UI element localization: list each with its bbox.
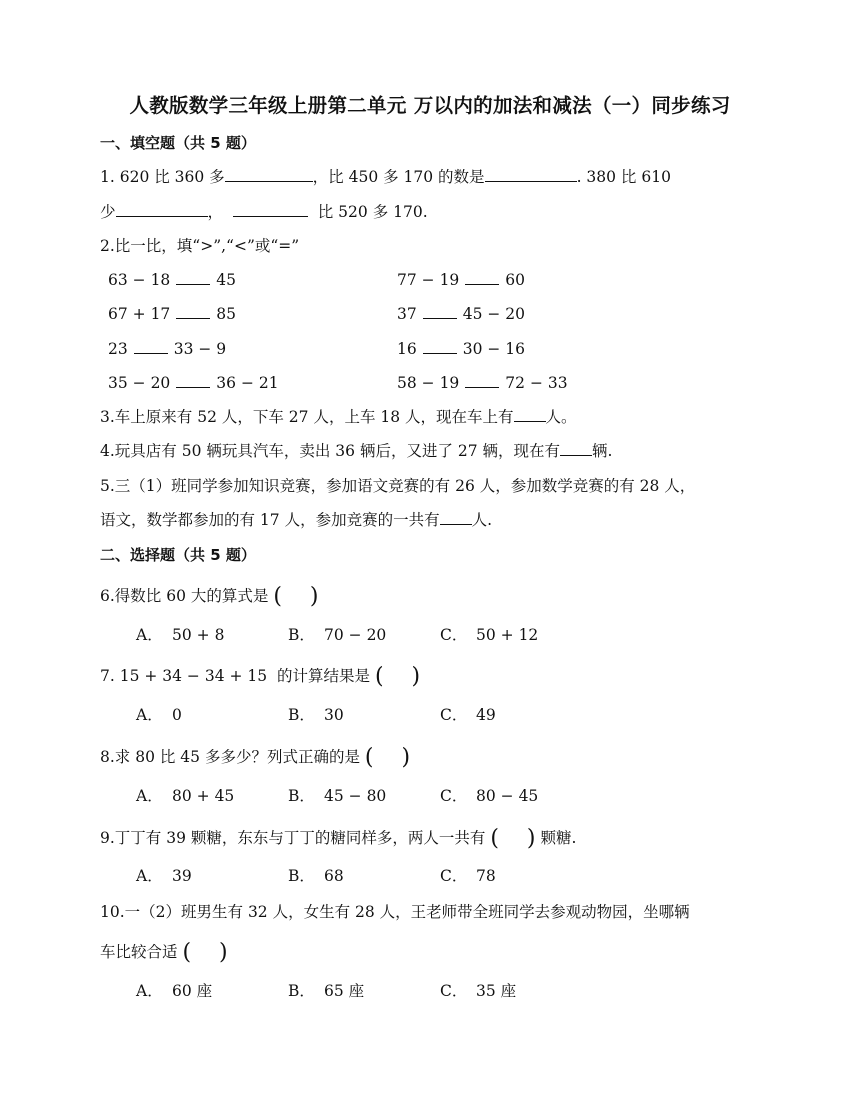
compare-left: 77 − 19 [397, 271, 460, 289]
option-a[interactable] [136, 980, 212, 1002]
compare-item [108, 269, 236, 291]
section-heading-fill: 一、填空题（共 5 题） [100, 134, 256, 152]
compare-right: 30 − 16 [462, 340, 526, 358]
option-text: 50 + 12 [476, 626, 539, 644]
q9-stem-text: 9.丁丁有 39 颗糖，东东与丁丁的糖同样多，两人一共有 [100, 829, 486, 847]
q3-text-a: 3.车上原来有 52 人，下车 27 人，上车 18 人，现在车上有 [100, 408, 514, 426]
option-b[interactable] [288, 624, 386, 646]
answer-paren-close: ) [526, 826, 536, 851]
question-4 [100, 440, 612, 462]
answer-blank[interactable] [233, 201, 308, 217]
compare-item [397, 372, 568, 394]
compare-item [108, 372, 279, 394]
option-text: 35 座 [476, 982, 517, 1000]
compare-item [397, 303, 525, 325]
option-text: 60 座 [172, 982, 213, 1000]
option-text: 0 [172, 706, 182, 724]
compare-item [397, 338, 525, 360]
option-letter: B． [288, 787, 315, 805]
option-c[interactable] [440, 704, 496, 726]
q4-text-b: 辆. [592, 442, 613, 460]
question-3 [100, 406, 577, 428]
question-5-line-1: 5.三（1）班同学参加知识竞赛，参加语文竞赛的有 26 人，参加数学竞赛的有 28 人， [100, 477, 696, 495]
option-c[interactable] [440, 865, 496, 887]
q7-stem-text: 的计算结果是 [277, 667, 371, 685]
question-10-line-1: 10.一（2）班男生有 32 人，女生有 28 人，王老师带全班同学去参观动物园，坐哪辆 [100, 903, 690, 921]
option-letter: B． [288, 626, 315, 644]
option-b[interactable] [288, 704, 344, 726]
compare-left: 16 [397, 340, 417, 358]
answer-blank[interactable] [560, 440, 592, 456]
answer-paren-close: ) [411, 664, 421, 689]
compare-right: 85 [216, 305, 237, 323]
q1-text-a: 1. 620 比 360 多 [100, 168, 225, 186]
question-9-stem [100, 826, 576, 849]
answer-paren-close: ) [309, 584, 319, 609]
option-letter: C． [440, 706, 468, 724]
compare-item [108, 338, 226, 360]
compare-right: 36 − 21 [216, 374, 279, 392]
answer-blank[interactable] [116, 201, 208, 217]
option-text: 39 [172, 867, 192, 885]
question-1-line-2 [100, 201, 428, 223]
question-8-stem [100, 745, 410, 768]
question-2-prompt: 2.比一比，填“>”,“<”或“=” [100, 237, 300, 255]
option-b[interactable] [288, 865, 344, 887]
page-title: 人教版数学三年级上册第二单元 万以内的加法和减法（一）同步练习 [129, 94, 731, 117]
answer-paren-open: ( [364, 745, 374, 770]
answer-paren-open: ( [182, 940, 192, 965]
option-c[interactable] [440, 980, 516, 1002]
q10-stem-text: 车比较合适 [100, 943, 178, 961]
q4-text-a: 4.玩具店有 50 辆玩具汽车，卖出 36 辆后，又进了 27 辆，现在有 [100, 442, 561, 460]
compare-right: 45 − 20 [462, 305, 526, 323]
compare-left: 67 + 17 [108, 305, 171, 323]
option-text: 80 + 45 [172, 787, 235, 805]
answer-paren-open: ( [273, 584, 282, 609]
answer-blank[interactable] [176, 372, 210, 388]
question-1-line-1 [100, 166, 671, 188]
q5-text-a: 语文，数学都参加的有 17 人，参加竞赛的一共有 [100, 511, 440, 529]
option-text: 70 − 20 [324, 626, 387, 644]
section-heading-choice: 二、选择题（共 5 题） [100, 546, 256, 564]
question-10-line-2 [100, 940, 228, 963]
option-b[interactable] [288, 980, 364, 1002]
option-letter: B． [288, 867, 315, 885]
option-letter: C． [440, 982, 468, 1000]
compare-left: 23 [108, 340, 128, 358]
compare-left: 35 − 20 [108, 374, 171, 392]
compare-right: 33 − 9 [173, 340, 227, 358]
answer-blank[interactable] [176, 269, 210, 285]
option-text: 68 [324, 867, 344, 885]
compare-item [108, 303, 236, 325]
answer-blank[interactable] [423, 303, 457, 319]
option-letter: A． [136, 787, 163, 805]
option-letter: C． [440, 867, 468, 885]
q1-text-f: 比 520 多 170. [317, 203, 428, 221]
q6-stem-text: 6.得数比 60 大的算式是 [100, 587, 269, 605]
option-a[interactable] [136, 865, 192, 887]
answer-blank[interactable] [514, 406, 546, 422]
option-letter: C． [440, 626, 468, 644]
option-c[interactable] [440, 624, 538, 646]
answer-blank[interactable] [485, 166, 577, 182]
compare-left: 37 [397, 305, 417, 323]
option-a[interactable] [136, 624, 224, 646]
q3-text-b: 人。 [545, 408, 577, 426]
answer-paren-close: ) [219, 940, 228, 965]
compare-right: 60 [505, 271, 526, 289]
option-letter: A． [136, 626, 163, 644]
option-a[interactable] [136, 704, 182, 726]
question-6-stem [100, 584, 319, 607]
option-text: 80 − 45 [476, 787, 539, 805]
q9-stem-tail: 颗糖. [540, 829, 577, 847]
option-b[interactable] [288, 785, 386, 807]
answer-blank[interactable] [465, 269, 499, 285]
q5-text-b: 人. [471, 511, 493, 529]
option-letter: B． [288, 982, 315, 1000]
q7-expression: 7. 15 + 34 − 34 + 15 [100, 667, 268, 685]
option-text: 45 − 80 [324, 787, 387, 805]
q1-text-c: . 380 比 610 [576, 168, 671, 186]
answer-paren-close: ) [401, 745, 411, 770]
option-letter: A． [136, 867, 163, 885]
answer-blank[interactable] [176, 303, 210, 319]
answer-blank[interactable] [225, 166, 313, 182]
q1-text-e: ， [207, 203, 224, 221]
option-letter: A． [136, 706, 163, 724]
q1-text-d: 少 [100, 203, 116, 221]
compare-left: 63 − 18 [108, 271, 171, 289]
option-text: 50 + 8 [172, 626, 225, 644]
answer-blank[interactable] [423, 338, 457, 354]
option-text: 49 [476, 706, 496, 724]
option-letter: C． [440, 787, 468, 805]
q8-stem-text: 8.求 80 比 45 多多少？列式正确的是 [100, 748, 360, 766]
option-letter: B． [288, 706, 315, 724]
answer-blank[interactable] [465, 372, 499, 388]
compare-right: 45 [216, 271, 237, 289]
answer-paren-open: ( [490, 826, 499, 851]
q1-text-b: ，比 450 多 170 的数是 [312, 168, 485, 186]
question-5-line-2 [100, 509, 492, 531]
question-7-stem [100, 664, 420, 687]
compare-left: 58 − 19 [397, 374, 460, 392]
option-text: 30 [324, 706, 344, 724]
compare-item [397, 269, 525, 291]
option-letter: A． [136, 982, 163, 1000]
option-text: 78 [476, 867, 496, 885]
option-c[interactable] [440, 785, 538, 807]
option-text: 65 座 [324, 982, 365, 1000]
compare-right: 72 − 33 [505, 374, 568, 392]
answer-paren-open: ( [374, 664, 384, 689]
answer-blank[interactable] [134, 338, 168, 354]
answer-blank[interactable] [440, 509, 472, 525]
option-a[interactable] [136, 785, 234, 807]
